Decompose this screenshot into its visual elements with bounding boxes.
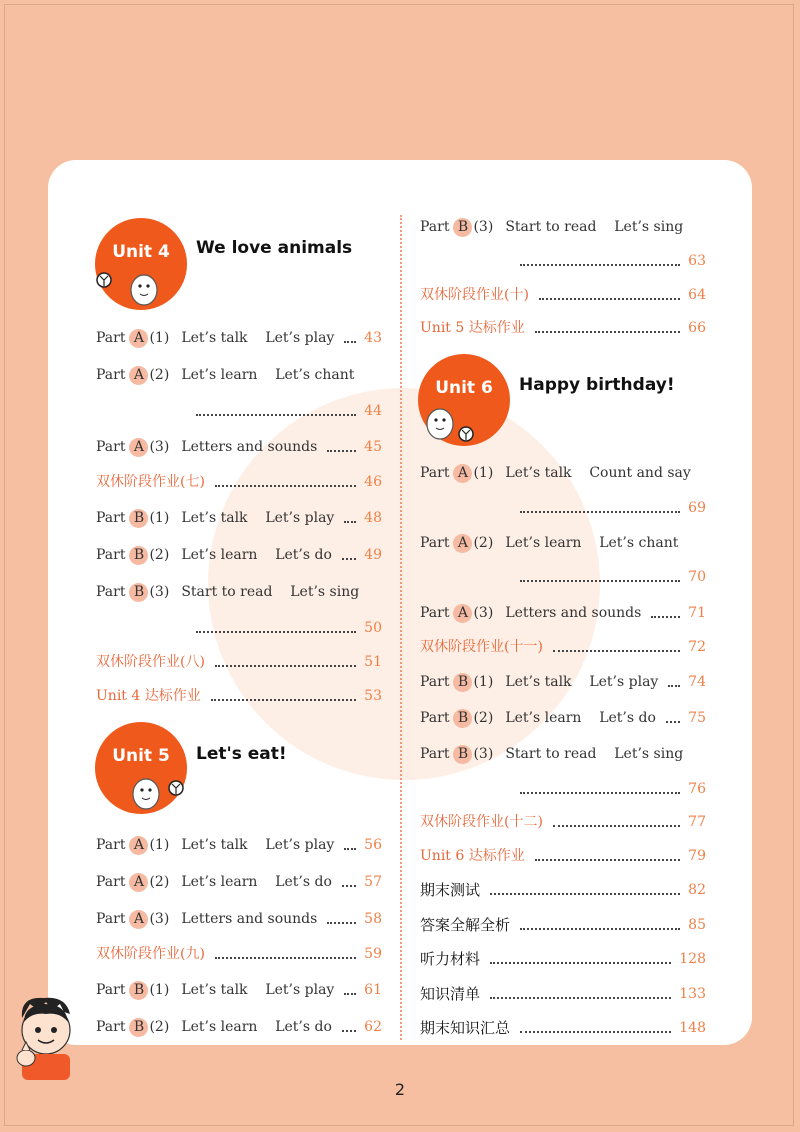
part-number: (3) <box>149 439 170 455</box>
unit-4-title: We love animals <box>196 238 353 258</box>
part-number: (3) <box>149 911 170 927</box>
page-ref: 71 <box>688 605 706 621</box>
page-ref: 66 <box>688 320 706 336</box>
dot-leader <box>539 298 680 300</box>
toc-row <box>96 327 382 349</box>
dot-leader <box>196 631 356 633</box>
part-number: (3) <box>149 584 170 600</box>
page-number: 2 <box>394 1080 406 1099</box>
page-ref: 56 <box>364 837 382 853</box>
dot-leader <box>535 859 680 861</box>
part-label: Part <box>96 547 126 563</box>
toc-entry-label <box>96 507 334 529</box>
page-ref: 44 <box>364 403 382 419</box>
activity-text: Let’s talk Let’s play <box>181 837 335 853</box>
part-letter-badge: B <box>453 673 472 692</box>
toc-row <box>420 983 706 1005</box>
part-letter-badge: A <box>129 329 148 348</box>
toc-entry-label <box>420 216 683 238</box>
unit-5-badge-label: Unit 5 <box>112 746 170 766</box>
part-number: (2) <box>149 1019 170 1035</box>
page-ref: 48 <box>364 510 382 526</box>
dot-leader <box>668 685 680 687</box>
part-letter-badge: A <box>129 873 148 892</box>
dinosaur-mascot-icon <box>96 266 166 314</box>
toc-entry-label <box>96 436 317 458</box>
activity-text: Let’s talk Count and say <box>505 465 691 481</box>
dot-leader <box>666 721 680 723</box>
toc-entry-label: Unit 4 达标作业 <box>96 688 201 704</box>
toc-row <box>96 908 382 930</box>
dot-leader <box>520 928 680 930</box>
dot-leader <box>196 414 356 416</box>
page-ref: 85 <box>688 917 706 933</box>
toc-entry-label <box>420 462 691 484</box>
part-label: Part <box>96 982 126 998</box>
toc-row <box>420 707 706 729</box>
part-label: Part <box>96 439 126 455</box>
toc-row <box>420 216 706 238</box>
part-letter-badge: B <box>129 509 148 528</box>
dot-leader <box>342 1030 356 1032</box>
page-ref: 82 <box>688 882 706 898</box>
dot-leader <box>211 699 356 701</box>
toc-entry-label: 双休阶段作业(十) <box>420 287 529 303</box>
part-label: Part <box>420 605 450 621</box>
dot-leader <box>490 962 671 964</box>
part-number: (1) <box>473 674 494 690</box>
part-letter-badge: B <box>129 546 148 565</box>
part-letter-badge: A <box>453 534 472 553</box>
toc-row <box>420 778 706 800</box>
activity-text: Let’s learn Let’s chant <box>181 367 355 383</box>
activity-text: Let’s learn Let’s do <box>181 1019 332 1035</box>
activity-text: Let’s talk Let’s play <box>181 330 335 346</box>
toc-row <box>420 845 706 867</box>
part-number: (2) <box>149 367 170 383</box>
toc-row <box>420 532 706 554</box>
unit-6-title: Happy birthday! <box>519 375 675 395</box>
page-ref: 57 <box>364 874 382 890</box>
toc-row <box>420 317 706 339</box>
toc-entry-label <box>96 834 334 856</box>
part-number: (2) <box>473 710 494 726</box>
toc-row <box>96 364 382 386</box>
activity-text: Let’s talk Let’s play <box>505 674 659 690</box>
activity-text: Letters and sounds <box>505 605 642 621</box>
toc-row <box>96 471 382 493</box>
toc-row <box>420 743 706 765</box>
part-number: (1) <box>149 330 170 346</box>
toc-row <box>96 400 382 422</box>
dot-leader <box>520 580 680 582</box>
toc-row <box>420 1017 706 1039</box>
dot-leader <box>490 893 680 895</box>
part-label: Part <box>96 584 126 600</box>
part-label: Part <box>96 510 126 526</box>
dot-leader <box>520 264 680 266</box>
toc-entry-label: 答案全解全析 <box>420 916 511 934</box>
part-number: (3) <box>473 219 494 235</box>
toc-row <box>420 636 706 658</box>
part-label: Part <box>420 710 450 726</box>
page-ref: 74 <box>688 674 706 690</box>
dinosaur-mascot-icon <box>124 770 188 816</box>
toc-entry-label <box>96 581 359 603</box>
page-ref: 64 <box>688 287 706 303</box>
activity-text: Start to read Let’s sing <box>505 219 684 235</box>
part-letter-badge: A <box>129 366 148 385</box>
page-ref: 49 <box>364 547 382 563</box>
toc-row <box>96 581 382 603</box>
activity-text: Let’s talk Let’s play <box>181 982 335 998</box>
activity-text: Let’s learn Let’s chant <box>505 535 679 551</box>
page-ref: 148 <box>679 1020 706 1036</box>
page-ref: 53 <box>364 688 382 704</box>
toc-entry-label: 双休阶段作业(九) <box>96 946 205 962</box>
toc-entry-label <box>420 743 683 765</box>
dot-leader <box>651 616 680 618</box>
page-ref: 61 <box>364 982 382 998</box>
toc-entry-label: 期末测试 <box>420 881 481 899</box>
dot-leader <box>553 650 680 652</box>
toc-row <box>420 462 706 484</box>
part-letter-badge: B <box>129 1018 148 1037</box>
activity-text: Let’s learn Let’s do <box>181 874 332 890</box>
part-number: (2) <box>149 874 170 890</box>
toc-row <box>96 943 382 965</box>
part-number: (2) <box>473 535 494 551</box>
toc-row <box>96 871 382 893</box>
part-label: Part <box>96 911 126 927</box>
toc-entry-label: 双休阶段作业(十二) <box>420 814 543 830</box>
toc-entry-label <box>96 364 354 386</box>
page-ref: 72 <box>688 639 706 655</box>
toc-row <box>96 651 382 673</box>
toc-entry-label <box>96 1016 332 1038</box>
toc-entry-label <box>420 671 658 693</box>
toc-entry-label <box>96 979 334 1001</box>
page-ref: 128 <box>679 951 706 967</box>
page-ref: 75 <box>688 710 706 726</box>
dot-leader <box>344 848 356 850</box>
toc-row <box>420 497 706 519</box>
toc-entry-label: Unit 5 达标作业 <box>420 320 525 336</box>
page-ref: 46 <box>364 474 382 490</box>
toc-entry-label <box>96 544 332 566</box>
page-ref: 63 <box>688 253 706 269</box>
part-letter-badge: A <box>129 910 148 929</box>
part-letter-badge: A <box>453 604 472 623</box>
page-ref: 70 <box>688 569 706 585</box>
part-label: Part <box>96 330 126 346</box>
dot-leader <box>344 993 356 995</box>
toc-row <box>420 879 706 901</box>
dot-leader <box>342 558 356 560</box>
toc-row <box>420 250 706 272</box>
page-ref: 43 <box>364 330 382 346</box>
toc-row <box>420 811 706 833</box>
toc-entry-label: 双休阶段作业(七) <box>96 474 205 490</box>
toc-row <box>420 671 706 693</box>
toc-row <box>420 566 706 588</box>
toc-entry-label <box>96 871 332 893</box>
dot-leader <box>215 485 356 487</box>
part-letter-badge: A <box>453 464 472 483</box>
toc-row <box>96 834 382 856</box>
dot-leader <box>342 885 356 887</box>
page-ref: 58 <box>364 911 382 927</box>
toc-row <box>96 544 382 566</box>
page-ref: 79 <box>688 848 706 864</box>
toc-row <box>420 284 706 306</box>
toc-entry-label: 双休阶段作业(十一) <box>420 639 543 655</box>
page-ref: 62 <box>364 1019 382 1035</box>
part-number: (1) <box>149 982 170 998</box>
part-number: (2) <box>149 547 170 563</box>
page-ref: 77 <box>688 814 706 830</box>
page-ref: 69 <box>688 500 706 516</box>
toc-row <box>96 979 382 1001</box>
activity-text: Letters and sounds <box>181 911 318 927</box>
page-ref: 133 <box>679 986 706 1002</box>
dot-leader <box>520 792 680 794</box>
part-label: Part <box>96 874 126 890</box>
part-label: Part <box>420 674 450 690</box>
part-letter-badge: A <box>129 438 148 457</box>
unit-5-title: Let's eat! <box>196 744 287 764</box>
part-label: Part <box>420 535 450 551</box>
toc-entry-label <box>420 532 678 554</box>
part-label: Part <box>420 746 450 762</box>
dot-leader <box>520 1031 671 1033</box>
toc-row <box>96 685 382 707</box>
activity-text: Let’s learn Let’s do <box>505 710 656 726</box>
activity-text: Start to read Let’s sing <box>181 584 360 600</box>
activity-text: Start to read Let’s sing <box>505 746 684 762</box>
toc-entry-label: 知识清单 <box>420 985 481 1003</box>
toc-row <box>420 914 706 936</box>
part-label: Part <box>420 219 450 235</box>
page-ref: 45 <box>364 439 382 455</box>
part-letter-badge: B <box>453 745 472 764</box>
activity-text: Letters and sounds <box>181 439 318 455</box>
dot-leader <box>535 331 680 333</box>
toc-entry-label: 期末知识汇总 <box>420 1019 511 1037</box>
page-ref: 50 <box>364 620 382 636</box>
toc-entry-label <box>96 908 317 930</box>
dot-leader <box>490 997 671 999</box>
part-number: (1) <box>473 465 494 481</box>
boy-mascot-icon <box>10 992 82 1082</box>
dot-leader <box>553 825 680 827</box>
page-ref: 51 <box>364 654 382 670</box>
part-label: Part <box>96 837 126 853</box>
part-letter-badge: B <box>453 218 472 237</box>
part-label: Part <box>420 465 450 481</box>
part-number: (3) <box>473 746 494 762</box>
activity-text: Let’s learn Let’s do <box>181 547 332 563</box>
part-number: (1) <box>149 837 170 853</box>
dot-leader <box>520 511 680 513</box>
dinosaur-mascot-icon <box>418 400 482 448</box>
toc-row <box>420 602 706 624</box>
part-number: (3) <box>473 605 494 621</box>
unit-6-badge-label: Unit 6 <box>435 378 493 398</box>
toc-entry-label <box>420 602 641 624</box>
dot-leader <box>327 922 356 924</box>
part-letter-badge: B <box>453 709 472 728</box>
toc-entry-label <box>420 707 656 729</box>
activity-text: Let’s talk Let’s play <box>181 510 335 526</box>
part-label: Part <box>96 1019 126 1035</box>
part-number: (1) <box>149 510 170 526</box>
part-letter-badge: B <box>129 583 148 602</box>
page-ref: 76 <box>688 781 706 797</box>
dot-leader <box>327 450 356 452</box>
dot-leader <box>215 957 356 959</box>
part-letter-badge: A <box>129 836 148 855</box>
page-ref: 59 <box>364 946 382 962</box>
toc-entry-label: 听力材料 <box>420 950 481 968</box>
toc-entry-label: 双休阶段作业(八) <box>96 654 205 670</box>
toc-row <box>96 507 382 529</box>
dot-leader <box>344 341 356 343</box>
toc-row <box>96 436 382 458</box>
dot-leader <box>344 521 356 523</box>
column-divider <box>400 215 402 1040</box>
dot-leader <box>215 665 356 667</box>
part-letter-badge: B <box>129 981 148 1000</box>
unit-4-badge-label: Unit 4 <box>112 242 170 262</box>
toc-entry-label <box>96 327 334 349</box>
toc-row <box>96 1016 382 1038</box>
part-label: Part <box>96 367 126 383</box>
toc-row <box>96 617 382 639</box>
toc-row <box>420 948 706 970</box>
toc-entry-label: Unit 6 达标作业 <box>420 848 525 864</box>
